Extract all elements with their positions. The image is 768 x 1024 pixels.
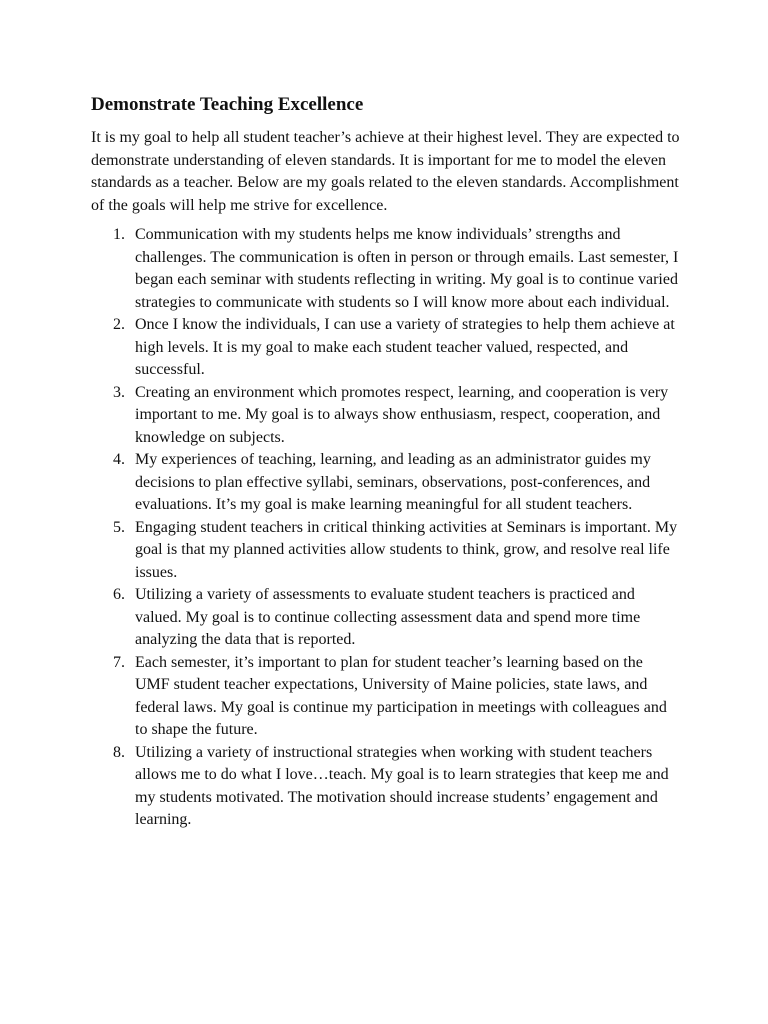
intro-paragraph: It is my goal to help all student teacher’s achieve at their highest level. They are expected to demonstrate understanding of eleven standards. It is important for me to model the eleven standards as a teacher. Below are my goals related to the eleven standards. Accomplishment of the goals will help me strive for excellence.: [91, 129, 680, 214]
list-item: [91, 449, 681, 517]
list-item: [91, 517, 681, 585]
list-item-number: 1.: [113, 226, 125, 243]
list-item-number: 4.: [113, 451, 125, 468]
list-item-text: Engaging student teachers in critical thinking activities at Seminars is important. My goal is that my planned activities allow students to think, grow, and resolve real life issues.: [135, 518, 678, 581]
list-item-number: 3.: [113, 383, 125, 401]
list-item-number: 2.: [113, 316, 125, 333]
list-item-text: Creating an environment which promotes respect, learning, and cooperation is very important to me. My goal is to always show enthusiasm, respect, cooperation, and knowledge on subjects.: [135, 383, 669, 446]
list-item: [91, 314, 681, 382]
list-item-text: Once I know the individuals, I can use a variety of strategies to help them achieve at high levels. It is my goal to make each student teacher valued, respected, and successful.: [135, 316, 675, 378]
page-title: Demonstrate Teaching Excellence: [91, 94, 364, 115]
list-item: [91, 584, 681, 652]
list-item: [91, 742, 681, 832]
list-item-number: 5.: [113, 518, 125, 536]
list-item-text: Utilizing a variety of assessments to evaluate student teachers is practiced and valued. My goal is to continue collecting assessment data and spend more time analyzing the data that is reported.: [135, 586, 641, 648]
list-item-number: 6.: [113, 586, 125, 603]
list-item: [91, 224, 681, 314]
list-item-text: Utilizing a variety of instructional strategies when working with student teachers allows me to do what I love…teach. My goal is to learn strategies that keep me and my students motivated. The motivation should increase students’ engagement and learning.: [135, 743, 669, 828]
list-item: [91, 652, 681, 742]
goals-list: [91, 224, 681, 832]
list-item-number: 8.: [113, 743, 125, 761]
list-item-text: Communication with my students helps me know individuals’ strengths and challenges. The communication is often in person or through emails. Last semester, I began each seminar with students reflecting in writing. My goal is to continue varied strategies to communicate with students so I will know more about each individual.: [135, 226, 679, 311]
list-item-text: Each semester, it’s important to plan for student teacher’s learning based on the UMF student teacher expectations, University of Maine policies, state laws, and federal laws. My goal is continue my participation in meetings with colleagues and to shape the future.: [135, 653, 667, 738]
list-item-text: My experiences of teaching, learning, and leading as an administrator guides my decisions to plan effective syllabi, seminars, observations, post-conferences, and evaluations. It’s my goal is make learning meaningful for all student teachers.: [135, 451, 651, 513]
list-item: [91, 382, 681, 450]
list-item-number: 7.: [113, 653, 125, 671]
document-page: [91, 92, 681, 832]
